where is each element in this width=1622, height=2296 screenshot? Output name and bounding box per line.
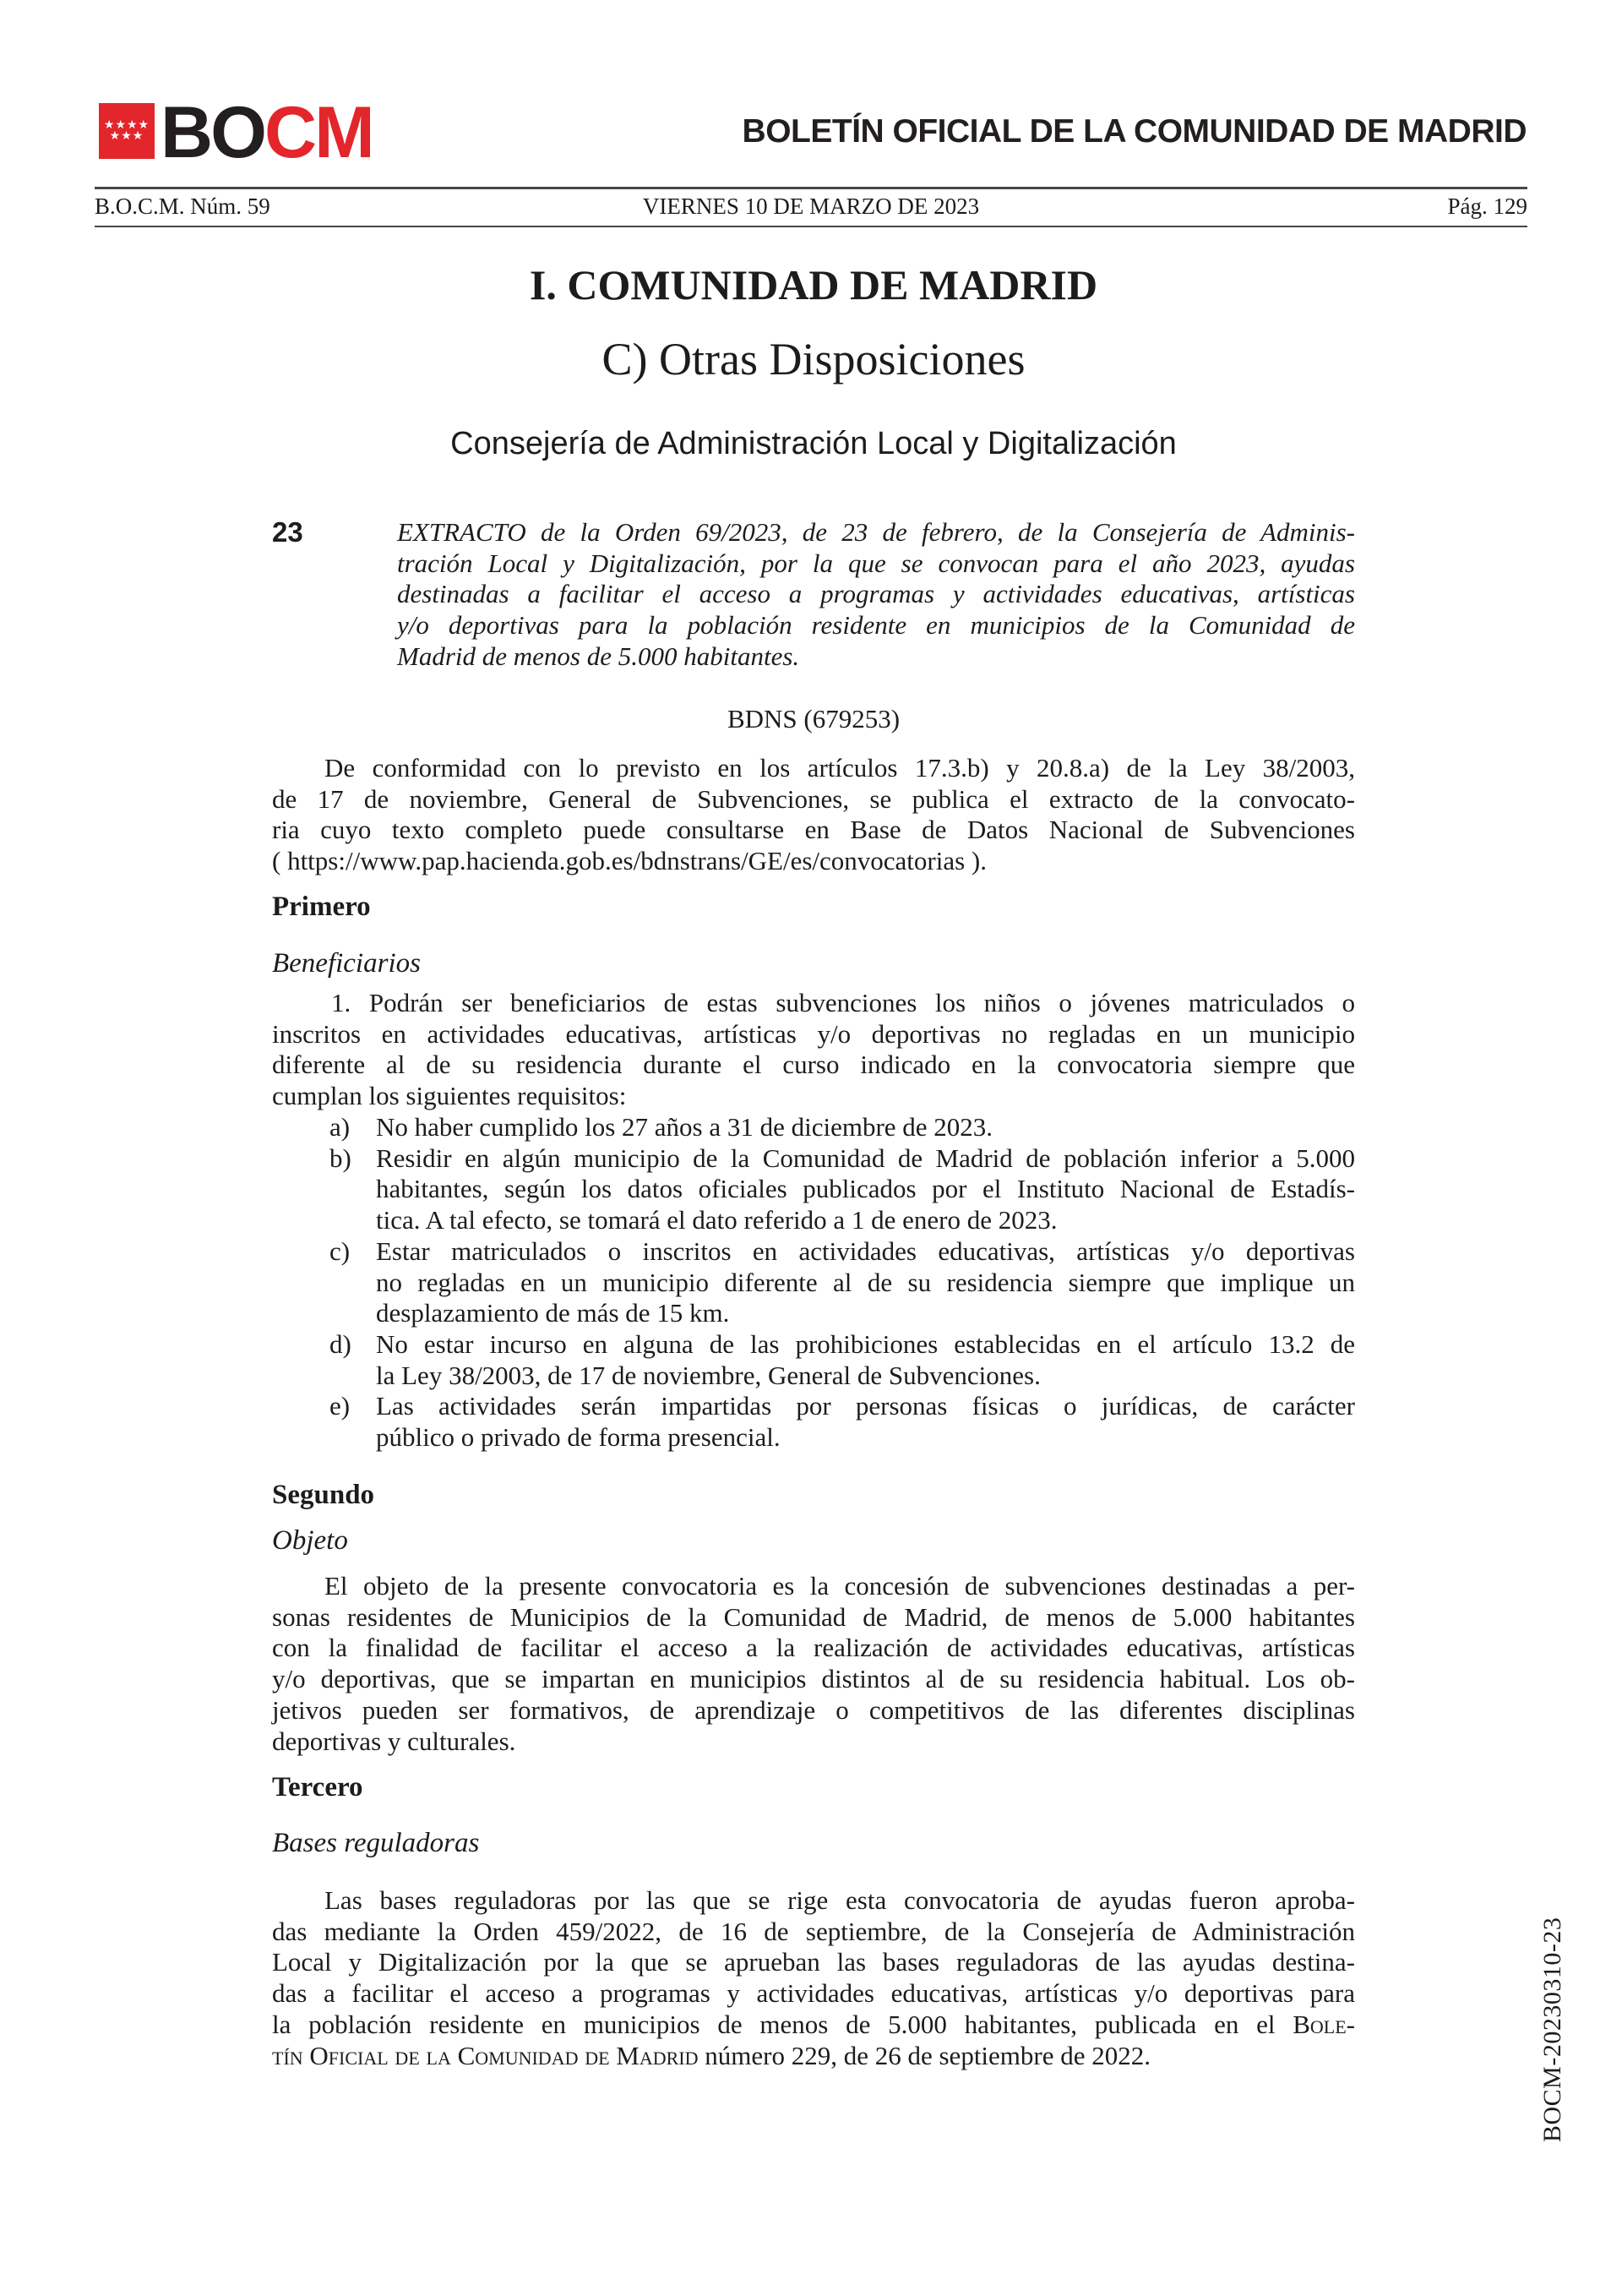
- list-item-text: No estar incurso en alguna de las prohibiciones establecidas en el artículo 13.2 de la Ley 38/2003, de 17 de noviembre, General de Subvenciones.: [376, 1328, 1355, 1390]
- list-item: [329, 1236, 1355, 1329]
- header-rule-bottom: [95, 226, 1527, 227]
- article-extract: EXTRACTO de la Orden 69/2023, de 23 de febrero, de la Consejería de Adminis- tración Local y Digitalización, por la que se convocan para el año 2023, ayudas destinadas a facilitar el acceso a programas y actividades educativas, artísticas y/o deportivas para la población residente en municipios de la Comunidad de Madrid de menos de 5.000 habitantes.: [397, 517, 1355, 671]
- subheading-bases-reguladoras: Bases reguladoras: [272, 1828, 480, 1858]
- bocm-logo-letters-red: CM: [264, 92, 373, 173]
- list-item-label: c): [329, 1235, 351, 1266]
- list-item: [329, 1143, 1355, 1236]
- authority-title: Consejería de Administración Local y Digitalización: [450, 426, 1177, 461]
- subsection-title: C) Otras Disposiciones: [601, 334, 1026, 384]
- list-item-label: d): [329, 1328, 351, 1359]
- madrid-flag-icon: [99, 103, 155, 159]
- list-item-text: Residir en algún municipio de la Comunidad de Madrid de población inferior a 5.000 habitantes, según los datos oficiales publicados por el Instituto Nacional de Estadís- tica. A tal efecto, se tomará el dato referido a 1 de enero de 2023.: [376, 1143, 1355, 1235]
- flag-stars-row: ★★★★: [103, 118, 150, 132]
- article-number: 23: [272, 516, 303, 548]
- list-item-text: Las actividades serán impartidas por personas físicas o jurídicas, de carácter público o privado de forma presencial.: [376, 1391, 1355, 1453]
- section-title: I. COMUNIDAD DE MADRID: [529, 261, 1098, 308]
- list-item-text: Estar matriculados o inscritos en actividades educativas, artísticas y/o deportivas no regladas en un municipio diferente al de su residencia siempre que implique un desplazamiento de más de 15 km.: [376, 1235, 1355, 1328]
- issue-number: B.O.C.M. Núm. 59: [95, 194, 270, 219]
- heading-tercero: Tercero: [272, 1772, 363, 1802]
- heading-segundo: Segundo: [272, 1480, 375, 1510]
- list-item: [329, 1391, 1355, 1453]
- bocm-logo: [161, 92, 373, 173]
- list-item-label: e): [329, 1391, 351, 1421]
- page-number: Pág. 129: [1447, 194, 1527, 219]
- bulletin-title: BOLETÍN OFICIAL DE LA COMUNIDAD DE MADRID: [742, 113, 1527, 150]
- header-rule-top: [95, 187, 1527, 189]
- list-item: [329, 1329, 1355, 1391]
- subheading-beneficiarios: Beneficiarios: [272, 948, 421, 979]
- document-code-vertical: BOCM-20230310-23: [1538, 1917, 1566, 2142]
- list-item-text: No haber cumplido los 27 años a 31 de diciembre de 2023.: [376, 1112, 993, 1142]
- header-info-row: [95, 194, 1527, 219]
- issue-date: VIERNES 10 DE MARZO DE 2023: [642, 194, 980, 219]
- paragraph-bases-reguladoras: Las bases reguladoras por las que se rige esta convocatoria de ayudas fueron aproba- das mediante la Orden 459/2022, de 16 de septiembre, de la Consejería de Administración Local y Digitalización por la que se aprueban las bases reguladoras de las ayudas destina- das a facilitar el acceso a programas y actividades educativas, artísticas y/o deportivas para la población residente en municipios de menos de 5.000 habitantes, publicada en el Bole- tín Oficial de la Comunidad de Madrid número 229, de 26 de septiembre de 2022.: [272, 1885, 1355, 2070]
- intro-paragraph: De conformidad con lo previsto en los artículos 17.3.b) y 20.8.a) de la Ley 38/2003, de 17 de noviembre, General de Subvenciones, se publica el extracto de la convocato- ria cuyo texto completo puede consultarse en Base de Datos Nacional de Subvenciones ( https://www.pap.hacienda.gob.es/bdnstrans/GE/es/convocatorias ).: [272, 753, 1355, 876]
- bocm-logo-letters-black: BO: [161, 92, 264, 173]
- paragraph-beneficiarios: 1. Podrán ser beneficiarios de estas subvenciones los niños o jóvenes matriculados o inscritos en actividades educativas, artísticas y/o deportivas no regladas en un municipio diferente al de su residencia durante el curso indicado en la convocatoria siempre que cumplan los siguientes requisitos:: [272, 988, 1355, 1111]
- heading-primero: Primero: [272, 892, 371, 922]
- list-item-label: a): [329, 1112, 351, 1142]
- requirements-list: [329, 1112, 1355, 1453]
- bdns-reference: BDNS (679253): [727, 704, 901, 734]
- flag-stars-row: ★★★: [109, 129, 144, 143]
- list-item: [329, 1112, 1355, 1143]
- paragraph-objeto: El objeto de la presente convocatoria es la concesión de subvenciones destinadas a per- sonas residentes de Municipios de la Comunidad de Madrid, de menos de 5.000 habitantes con la finalidad de facilitar el acceso a la realización de actividades educativas, artísticas y/o deportivas, que se impartan en municipios distintos al de su residencia habitual. Los ob- jetivos pueden ser formativos, de aprendizaje o competitivos de las diferentes disciplinas deportivas y culturales.: [272, 1571, 1355, 1756]
- subheading-objeto: Objeto: [272, 1525, 348, 1556]
- list-item-label: b): [329, 1143, 351, 1173]
